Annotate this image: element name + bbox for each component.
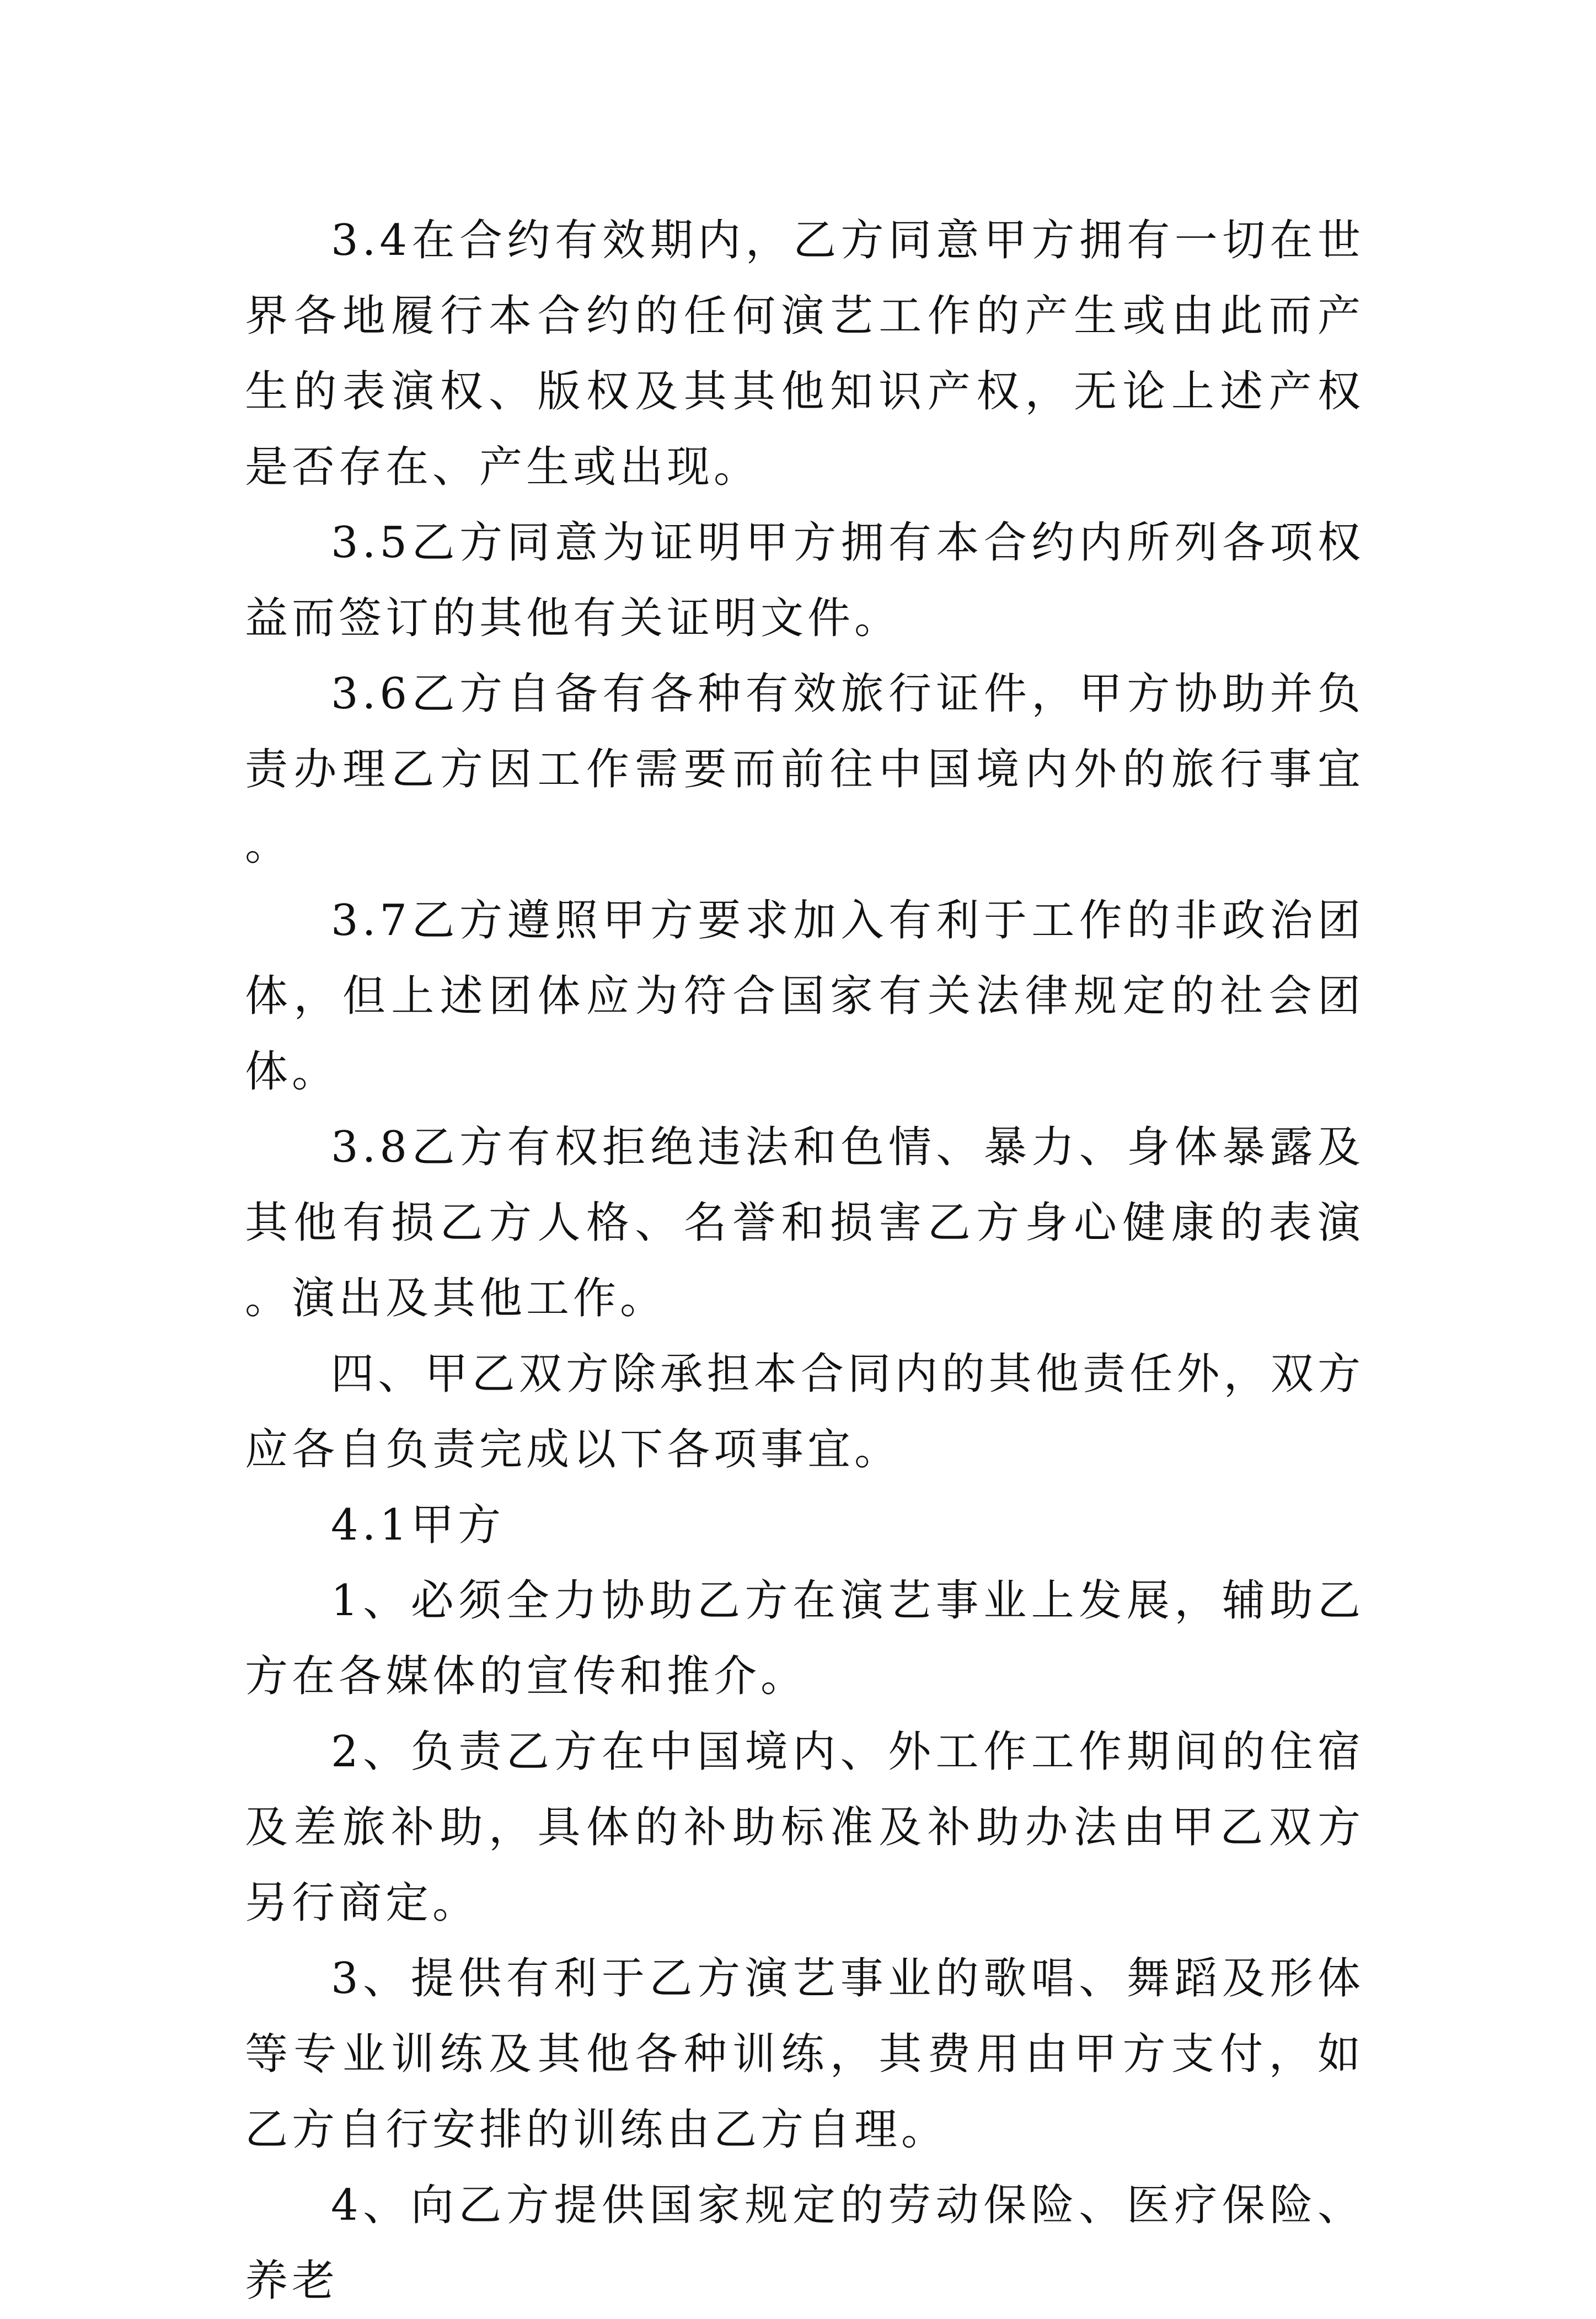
document-body (245, 203, 1364, 2319)
clause-3-8: 3.8乙方有权拒绝违法和色情、暴力、身体暴露及其他有损乙方人格、名誉和损害乙方身心健康的表演。演出及其他工作。 (245, 1123, 1364, 1323)
clause-4-1-heading: 4.1甲方 (331, 1500, 505, 1550)
clause-3-7: 3.7乙方遵照甲方要求加入有利于工作的非政治团体，但上述团体应为符合国家有关法律规定的社会团体。 (245, 896, 1364, 1097)
clause-4-1-item-2: 2、负责乙方在中国境内、外工作工作期间的住宿及差旅补助，具体的补助标准及补助办法由甲乙双方另行商定。 (245, 1727, 1364, 1928)
clause-3-4: 3.4在合约有效期内，乙方同意甲方拥有一切在世界各地履行本合约的任何演艺工作的产生或由此而产生的表演权、版权及其其他知识产权，无论上述产权是否存在、产生或出现。 (245, 216, 1364, 492)
clause-4-1-item-3: 3、提供有利于乙方演艺事业的歌唱、舞蹈及形体等专业训练及其他各种训练，其费用由甲方支付，如乙方自行安排的训练由乙方自理。 (245, 1954, 1364, 2155)
clause-4-1-item-4: 4、向乙方提供国家规定的劳动保险、医疗保险、养老 (245, 2181, 1364, 2306)
clause-3-5: 3.5乙方同意为证明甲方拥有本合约内所列各项权益而签订的其他有关证明文件。 (245, 518, 1364, 643)
clause-4-1-item-1: 1、必须全力协助乙方在演艺事业上发展，辅助乙方在各媒体的宣传和推介。 (245, 1576, 1364, 1701)
clause-3-6: 3.6乙方自备有各种有效旅行证件，甲方协助并负责办理乙方因工作需要而前往中国境内外的旅行事宜。 (245, 669, 1364, 870)
section-4-heading: 四、甲乙双方除承担本合同内的其他责任外，双方应各自负责完成以下各项事宜。 (245, 1349, 1364, 1474)
